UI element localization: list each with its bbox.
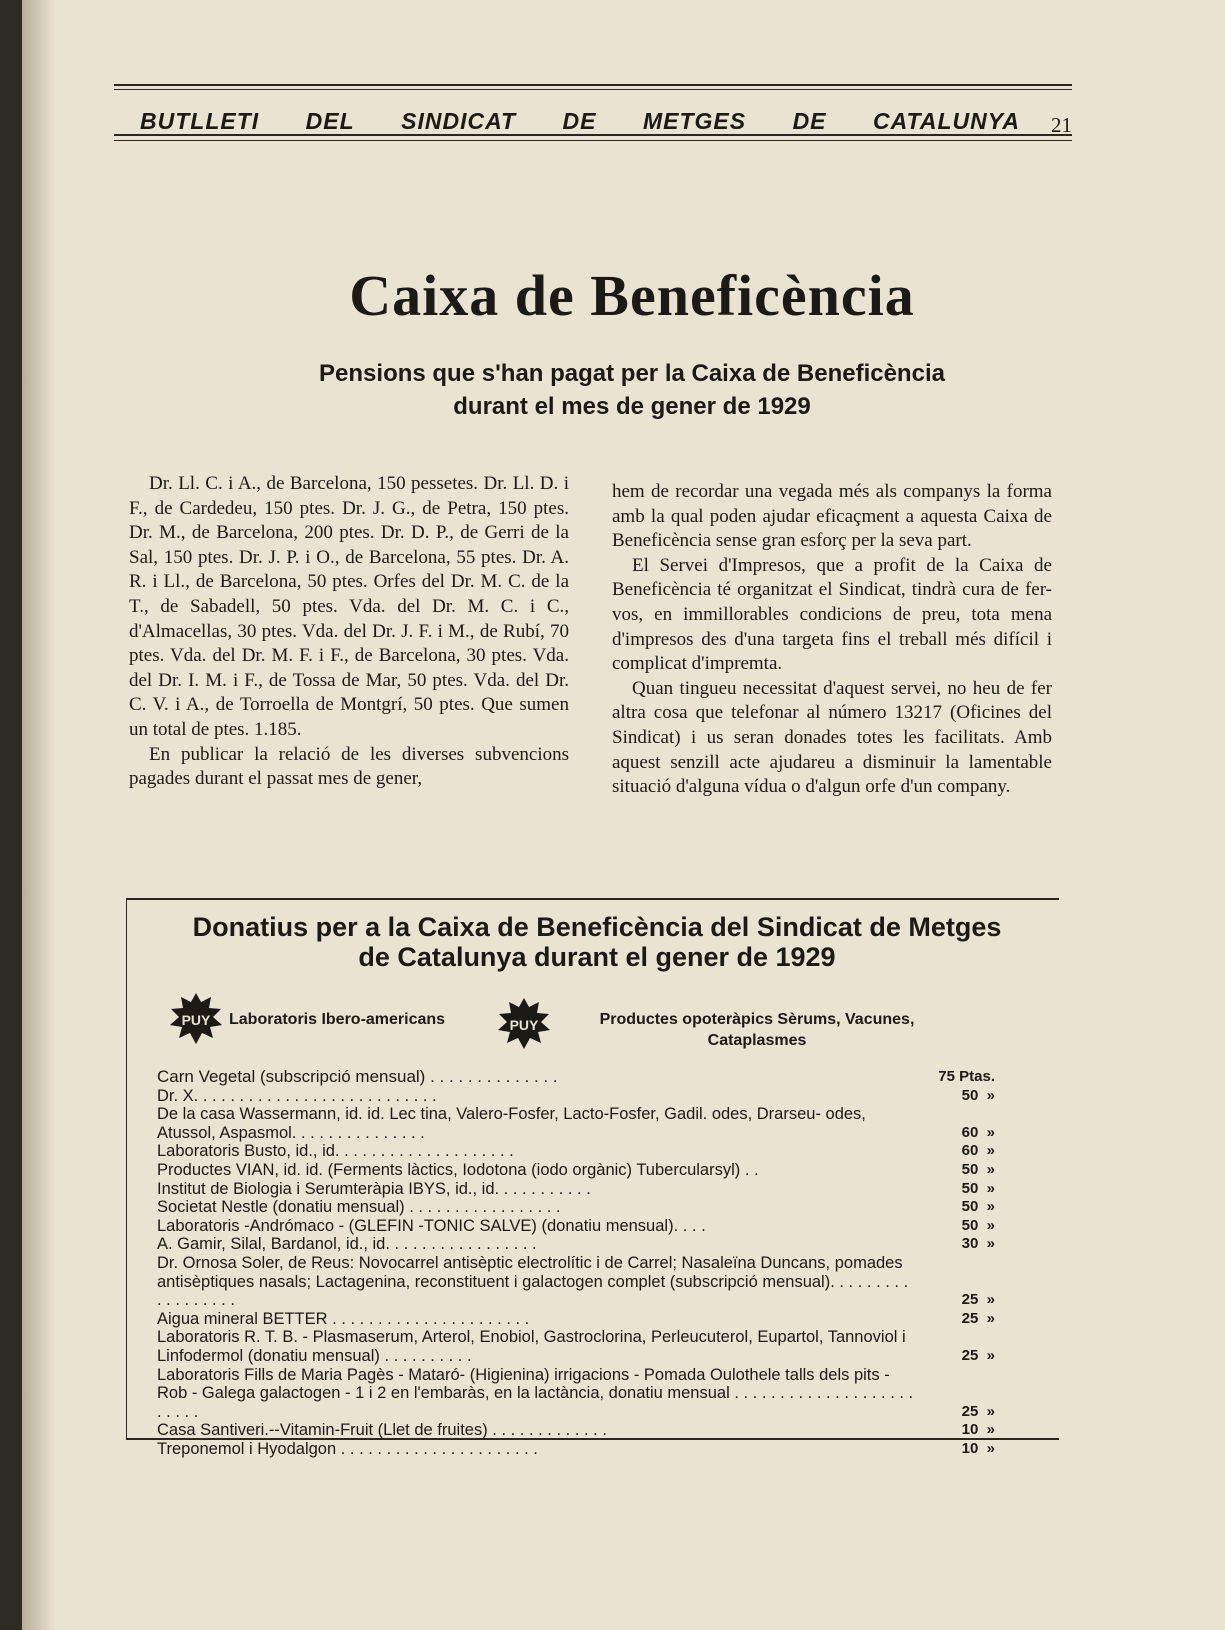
donation-entry	[157, 1328, 1007, 1365]
donation-amount: 50 »	[961, 1198, 995, 1216]
donation-entry	[157, 1198, 1007, 1217]
header-rule-top	[114, 84, 1072, 86]
article-subtitle	[82, 357, 1182, 423]
running-header	[114, 84, 1072, 154]
sponsor-label-line: Cataplasmes	[707, 1032, 807, 1049]
donation-text: Laboratoris R. T. B. - Plasmaserum, Arterol, Enobiol, Gastroclorina, Perleucuterol, Eupartol, Tannoviol i Linfodermol (donatiu mensual) . . . . . . . . . .	[157, 1328, 906, 1365]
donation-text: Laboratoris -Andrómaco - (GLEFIN -TONIC SALVE) (donatiu mensual). . . .	[157, 1216, 706, 1235]
donation-amount: 25 »	[961, 1402, 995, 1420]
donation-amount: 25 »	[961, 1291, 995, 1309]
page-number: 21	[1051, 113, 1072, 137]
donation-amount: 10 »	[961, 1439, 995, 1457]
paragraph: Quan tingueu necessitat d'aquest servei, no heu de fer altra cosa que telefonar al número 13217 (Oficines del Sindicat) i us seran donades totes les facilitats. Amb aquest senzill acte ajudareu a disminuir la lamentable situació d'alguna vídua o d'algun orfe d'un company.	[612, 677, 1052, 798]
donations-box	[126, 898, 1059, 1458]
donation-amount: 50 »	[961, 1160, 995, 1178]
subtitle-line: durant el mes de gener de 1929	[453, 393, 811, 420]
donations-title-line: de Catalunya durant el gener de 1929	[358, 942, 836, 972]
donation-entry	[157, 1421, 1007, 1440]
donation-entry	[157, 1161, 1007, 1180]
donation-text: Carn Vegetal (subscripció mensual) . . . . . . . . . . . . . .	[157, 1067, 558, 1086]
donation-entry	[157, 1440, 1007, 1459]
donation-amount: 10 »	[961, 1421, 995, 1439]
donation-text: Societat Nestle (donatiu mensual) . . . . . . . . . . . . . . . . .	[157, 1198, 561, 1217]
donation-amount: 25 »	[961, 1309, 995, 1327]
donation-entry	[157, 1180, 1007, 1199]
donation-text: Laboratoris Fills de Maria Pagès - Mataró- (Higienina) irrigacions - Pomada Oulothele talls dels pits - Rob - Galega galactogen - 1 i 2 en l'embaràs, en la lactància, donatiu mensual . . . . . . . . . . . . . . . . . . . . . . . . .	[157, 1365, 914, 1421]
puy-logo-icon	[497, 997, 551, 1051]
donation-text: De la casa Wassermann, id. id. Lec tina, Valero-Fosfer, Lacto-Fosfer, Gadil. odes, Drarseu- odes, Atussol, Aspasmol. . . . . . . . . . . . . . .	[157, 1105, 866, 1142]
right-column	[612, 480, 1052, 800]
donation-text: Casa Santiveri.--Vitamin-Fruit (Llet de fruites) . . . . . . . . . . . . .	[157, 1421, 607, 1440]
donation-text: A. Gamir, Silal, Bardanol, id., id. . . . . . . . . . . . . . . . .	[157, 1235, 537, 1254]
running-word: METGES	[642, 108, 747, 134]
paragraph: En publicar la relació de les diverses subvencions pagades durant el passat mes de gener,	[129, 743, 569, 790]
sponsor-label-left: Laboratoris Ibero-americans	[229, 1011, 446, 1028]
running-word: BUTLLETI	[140, 108, 260, 134]
puy-logo-text: PUY	[509, 1017, 539, 1033]
donation-text: Productes VIAN, id. id. (Ferments làctics, Iodotona (iodo orgànic) Tubercularsyl) . .	[157, 1160, 759, 1179]
article-title: Caixa de Beneficència	[349, 263, 915, 328]
donation-text: Treponemol i Hyodalgon . . . . . . . . . . . . . . . . . . . . . .	[157, 1439, 538, 1458]
donation-amount: 75 Ptas.	[938, 1068, 995, 1085]
donation-text: Dr. X. . . . . . . . . . . . . . . . . . . . . . . . . . .	[157, 1086, 437, 1105]
donation-entry	[157, 1068, 1007, 1087]
box-top-rule	[127, 898, 1059, 900]
donation-entry	[157, 1235, 1007, 1254]
sponsor-label-line: Productes opoteràpics Sèrums, Vacunes,	[599, 1011, 915, 1028]
puy-logo-icon	[169, 992, 223, 1046]
running-word: SINDICAT	[401, 108, 517, 134]
header-rule-bottom-thin	[114, 140, 1072, 141]
donation-entry	[157, 1254, 1007, 1310]
donation-text: Institut de Biologia i Serumteràpia IBYS, id., id. . . . . . . . . . .	[157, 1179, 591, 1198]
running-word: DE	[562, 108, 597, 134]
donation-list	[157, 1068, 1007, 1458]
paragraph: hem de recordar una vegada més als companys la forma amb la qual poden ajudar eficaçment a aquesta Caixa de Beneficència sense gran esforç per la seva part.	[612, 481, 1052, 552]
donation-amount: 30 »	[961, 1235, 995, 1253]
running-title	[140, 108, 1020, 135]
scanned-page	[22, 0, 1225, 1630]
running-word: DEL	[305, 108, 355, 134]
left-column	[129, 472, 569, 792]
puy-logo-text: PUY	[181, 1012, 211, 1028]
donation-text: Dr. Ornosa Soler, de Reus: Novocarrel antisèptic electrolític i de Carrel; Nasaleïna Duncans, pomades antisèptiques nasals; Lactagenina, reconstituent i galactogen complet (subscripció mensual). . . . . . . . . . . . . . . . . .	[157, 1253, 909, 1310]
donation-entry	[157, 1087, 1007, 1106]
donation-entry	[157, 1105, 1007, 1142]
page-spine-shadow	[22, 0, 56, 1630]
sponsor-label-right	[557, 1009, 957, 1051]
donation-entry	[157, 1310, 1007, 1329]
donation-amount: 50 »	[961, 1179, 995, 1197]
donations-title-line: Donatius per a la Caixa de Beneficència del Sindicat de Metges	[192, 912, 1002, 942]
paragraph: Dr. Ll. C. i A., de Barcelona, 150 pessetes. Dr. Ll. D. i F., de Cardedeu, 150 ptes. Dr. J. G., de Petra, 150 ptes. Dr. M., de Barcelona, 200 ptes. Dr. D. P., de Gerri de la Sal, 150 ptes. Dr. J. P. i O., de Barcelona, 55 ptes. Dr. A. R. i Ll., de Barcelona, 50 ptes. Orfes del Dr. M. C. de la T., de Sabadell, 50 ptes. Vda. del Dr. M. C. i C., d'Almacellas, 30 ptes. Vda. del Dr. J. F. i M., de Rubí, 70 ptes. Vda. del Dr. M. F. i F., de Barcelona, 30 ptes. Vda. del Dr. I. M. i F., de Tossa de Mar, 50 ptes. Vda. del Dr. C. V. i A., de Torroella de Montgrí, 50 ptes. Que sumen un total de ptes. 1.185.	[129, 473, 569, 740]
sponsor-logos-row	[169, 992, 1049, 1052]
donation-amount: 50 »	[961, 1086, 995, 1104]
donation-amount: 60 »	[961, 1142, 995, 1160]
donation-entry	[157, 1366, 1007, 1422]
donation-amount: 50 »	[961, 1216, 995, 1234]
donation-amount: 25 »	[961, 1346, 995, 1364]
subtitle-line: Pensions que s'han pagat per la Caixa de Beneficència	[319, 360, 945, 387]
running-word: CATALUNYA	[873, 108, 1020, 134]
donation-amount: 60 »	[961, 1123, 995, 1141]
donation-text: Aigua mineral BETTER . . . . . . . . . . . . . . . . . . . . . .	[157, 1309, 530, 1328]
running-word: DE	[792, 108, 827, 134]
header-rule-bottom	[114, 134, 1072, 136]
donation-text: Laboratoris Busto, id., id. . . . . . . . . . . . . . . . . . . .	[157, 1142, 514, 1161]
paragraph: El Servei d'Impresos, que a profit de la Caixa de Beneficència té organitzat el Sindicat, tindrà cura de fer-vos, en immillorables condicions de preu, tota mena d'impresos des d'una targeta fins el treball més difícil i complicat d'impremta.	[612, 554, 1052, 675]
donation-entry	[157, 1217, 1007, 1236]
header-rule-top-thin	[114, 89, 1072, 90]
donation-entry	[157, 1142, 1007, 1161]
donations-title	[137, 912, 1057, 972]
